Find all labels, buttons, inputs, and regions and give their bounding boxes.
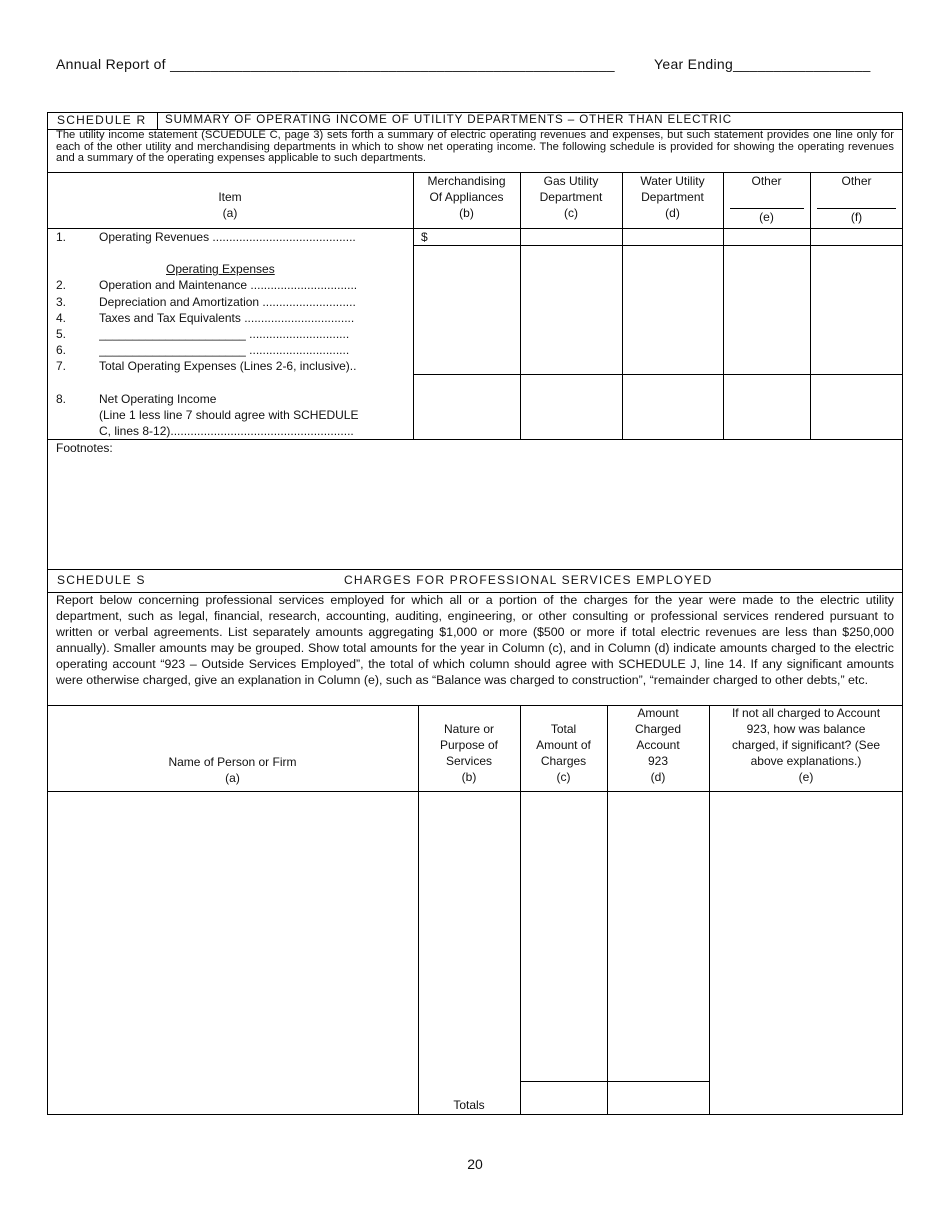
s-col-header-name-l2: (a) [225,771,240,785]
s-col-header-nature-l4: (b) [461,770,477,784]
s-col-header-expl-l5: (e) [798,770,814,784]
s-col-header-nature-l3: Services [445,754,492,768]
totals-divider [520,1081,709,1082]
schedule-s-intro: Report below concerning professional services employed for which all or a portion of the charges for the year were made to the electric utility department, such as legal, financial, research, accounting, auditing, engineering, or other consulting or professional services rendered pursuant to written or verbal agreements. List separately amounts aggregating $1,000 or more ($500 or more if total electric revenues are less than $250,000 annually). Smaller amounts may be grouped. Show total amounts for the year in Column (c), and in Column (d) indicate amounts charged to the electric operating account “923 – Outside Services Employed”, the total of which column should agree with SCHEDULE J, line 14. If any significant amounts were otherwise charged, give an explanation in Column (e), such as “Balance was charged to construction”, “remainder charged to other debts,” etc. [56,593,894,687]
s-col-header-amount-l4: 923 [647,754,669,768]
s-col-header-name-l1: Name of Person or Firm [168,755,297,769]
operating-expenses-heading: Operating Expenses [166,262,275,276]
s-col-header-nature [418,721,520,785]
row-3-label: Depreciation and Amortization ............................ [99,295,356,309]
col-header-other-f [810,173,903,189]
schedule-s-entry-area[interactable] [48,792,902,1080]
totals-label: Totals [453,1098,485,1112]
col-header-water [622,173,723,221]
s-col-header-amount-l5: (d) [650,770,666,784]
annual-report-field[interactable]: _______________________________________________________ [170,56,615,72]
row-8-note-line-1: (Line 1 less line 7 should agree with SCHEDULE [99,408,359,422]
col-divider [413,172,414,439]
row-7-num: 7. [56,359,67,373]
s-col-header-expl-l4: above explanations.) [750,754,862,768]
s-col-header-total-l4: (c) [556,770,571,784]
col-header-merch-l1: Merchandising [427,174,506,188]
s-col-header-expl-l2: 923, how was balance [746,722,866,736]
annual-report-label: Annual Report of [56,56,166,72]
row-6-label[interactable]: ______________________ .............................. [99,343,350,357]
footnotes-label: Footnotes: [56,441,113,455]
s-col-header-amount-l2: Charged [634,722,682,736]
row-3-num: 3. [56,295,67,309]
row-2-label: Operation and Maintenance ................................ [99,278,358,292]
col-divider [520,172,521,439]
col-header-item-letter: (a) [222,206,238,220]
col-header-other-f-letter: (f) [850,210,863,224]
s-col-header-amount [607,705,709,785]
s-col-header-amount-l1: Amount [637,706,679,720]
row-5-label[interactable]: ______________________ .............................. [99,327,350,341]
row-4-label: Taxes and Tax Equivalents ................................. [99,311,355,325]
row-5-num: 5. [56,327,67,341]
year-ending-field[interactable]: _________________ [733,56,871,72]
col-header-other-e-l1: Other [751,174,782,188]
s-col-header-total-l3: Charges [540,754,587,768]
row-7-label: Total Operating Expenses (Lines 2-6, inclusive).. [99,359,357,373]
schedule-s-code: SCHEDULE S [57,573,146,587]
s-col-header-name [47,754,418,786]
year-ending-line [654,56,871,72]
dollar-sign: $ [421,230,428,244]
s-col-header-expl-l1: If not all charged to Account [731,706,881,720]
col-header-item-name: Item [218,190,242,204]
col-header-other-e-letter: (e) [759,210,774,224]
col-header-other-f-l1: Other [841,174,872,188]
row-4-num: 4. [56,311,67,325]
col-header-water-l1: Water Utility [640,174,705,188]
col-header-other-e [723,173,810,189]
col-header-gas [520,173,622,221]
col-header-gas-l3: (c) [564,206,578,220]
footnotes-area[interactable] [48,458,902,568]
page-number: 20 [467,1156,483,1172]
col-divider [723,172,724,439]
s-col-header-total-l1: Total [550,722,577,736]
schedule-r-code: SCHEDULE R [57,113,147,127]
row-2-num: 2. [56,278,67,292]
s-col-header-total [520,721,607,785]
row-8-label: Net Operating Income [99,392,217,406]
col-header-merch-l2: Of Appliances [429,190,504,204]
s-col-header-explanation [709,705,903,785]
schedule-r-intro: The utility income statement (SCUEDULE C, page 3) sets forth a summary of electric operating revenues and expenses, but such statement provides one line only for each of the other utility and merchandising departments in which to show net operating income. The following schedule is provided for showing the operating revenues and a summary of the operating expenses applicable to such departments. [56,129,894,165]
s-col-header-nature-l1: Nature or [443,722,495,736]
row-1-num: 1. [56,230,67,244]
row-1-label: Operating Revenues ........................................... [99,230,356,244]
year-ending-label: Year Ending [654,56,734,72]
annual-report-line [56,56,615,72]
s-col-header-amount-l3: Account [636,738,680,752]
row-8-num: 8. [56,392,67,406]
col-header-gas-l1: Gas Utility [543,174,599,188]
schedule-r-title: SUMMARY OF OPERATING INCOME OF UTILITY DEPARTMENTS – OTHER THAN ELECTRIC [165,113,733,126]
col-header-merch-l3: (b) [459,206,474,220]
col-header-item [47,189,413,221]
col-header-gas-l2: Department [539,190,603,204]
divider [157,112,158,129]
col-header-water-l2: Department [641,190,704,204]
row-8-note-line-2: C, lines 8-12)....................................................... [99,424,354,438]
divider [47,439,903,440]
s-col-header-nature-l2: Purpose of [439,738,499,752]
schedule-s-title: CHARGES FOR PROFESSIONAL SERVICES EMPLOYED [344,573,713,587]
col-header-merchandising [413,173,520,221]
col-divider [622,172,623,439]
divider [413,374,903,375]
col-header-water-l3: (d) [665,206,680,220]
s-col-header-total-l2: Amount of [536,738,591,752]
col-divider [810,172,811,439]
s-col-header-expl-l3: charged, if significant? (See [731,738,881,752]
row-6-num: 6. [56,343,67,357]
divider [413,245,903,246]
